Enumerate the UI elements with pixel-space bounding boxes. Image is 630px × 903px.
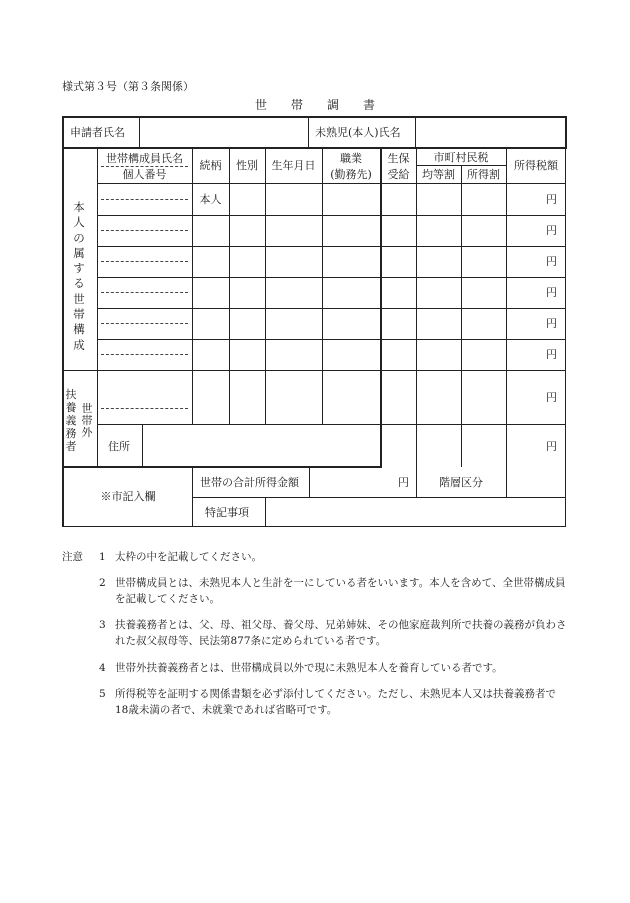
supporter-side-label: 扶養義務者 — [65, 388, 77, 453]
birth-date-header: 生年月日 — [271, 159, 316, 172]
note-text: 太枠の中を記載してください。 — [115, 551, 262, 563]
minor-name-label: 未熟児(本人)氏名 — [315, 126, 401, 139]
self-relation-cell: 本人 — [199, 193, 222, 206]
note-number: 1 — [99, 551, 106, 563]
outside-side-label: 世帯外 — [81, 402, 93, 439]
remarks-label: 特記事項 — [205, 506, 249, 519]
note-number: 5 — [99, 688, 106, 700]
page-title: 世 帯 調 書 — [254, 98, 375, 112]
total-income-label: 世帯の合計所得金額 — [200, 476, 299, 489]
member-name-header: 世帯構成員氏名 — [106, 152, 183, 165]
equal-levy-header: 均等割 — [422, 168, 455, 181]
income-levy-header: 所得割 — [467, 168, 500, 181]
yen-unit: 円 — [546, 391, 557, 404]
office-use-label: ※市記入欄 — [100, 490, 156, 503]
applicant-name-label: 申請者氏名 — [70, 126, 125, 139]
income-tax-header: 所得税額 — [514, 159, 558, 172]
welfare-header-1: 生保 — [387, 152, 410, 165]
yen-unit: 円 — [546, 317, 557, 330]
note-number: 3 — [99, 619, 106, 631]
yen-unit: 円 — [546, 193, 557, 206]
class-label: 階層区分 — [439, 476, 483, 489]
relation-header: 続柄 — [199, 159, 222, 172]
address-label: 住所 — [108, 440, 130, 453]
yen-unit: 円 — [546, 224, 557, 237]
yen-unit: 円 — [546, 255, 557, 268]
note-number: 2 — [99, 577, 106, 589]
yen-unit: 円 — [546, 440, 557, 453]
note-number: 4 — [99, 662, 106, 674]
note-text: 所得税等を証明する関係書類を必ず添付してください。ただし、未熟児本人又は扶養義務者で18歳未満の者で、未就業であれば省略可です。 — [115, 688, 556, 716]
note-text: 世帯外扶養義務者とは、世帯構成員以外で現に未熟児本人を養育している者です。 — [115, 662, 503, 674]
yen-unit: 円 — [546, 286, 557, 299]
total-income-yen: 円 — [398, 476, 409, 489]
form-number: 様式第３号（第３条関係） — [62, 80, 194, 93]
yen-unit: 円 — [546, 348, 557, 361]
note-text: 扶養義務者とは、父、母、祖父母、養父母、兄弟姉妹、その他家庭裁判所で扶養の義務が負わされた叔父叔母等、民法第877条に定められている者です。 — [115, 619, 567, 647]
personal-number-header: 個人番号 — [122, 168, 167, 181]
note-text: 世帯構成員とは、未熟児本人と生計を一にしている者をいいます。本人を含めて、全世帯構成員を記載してください。 — [115, 577, 566, 605]
welfare-header-2: 受給 — [387, 168, 410, 181]
workplace-header: (勤務先) — [330, 168, 372, 181]
household-side-label: 本人の属する世帯構成 — [73, 200, 85, 352]
job-header: 職業 — [340, 152, 362, 165]
municipal-tax-header: 市町村民税 — [433, 151, 489, 164]
sex-header: 性別 — [236, 159, 258, 172]
notes-label: 注意 — [62, 551, 83, 563]
